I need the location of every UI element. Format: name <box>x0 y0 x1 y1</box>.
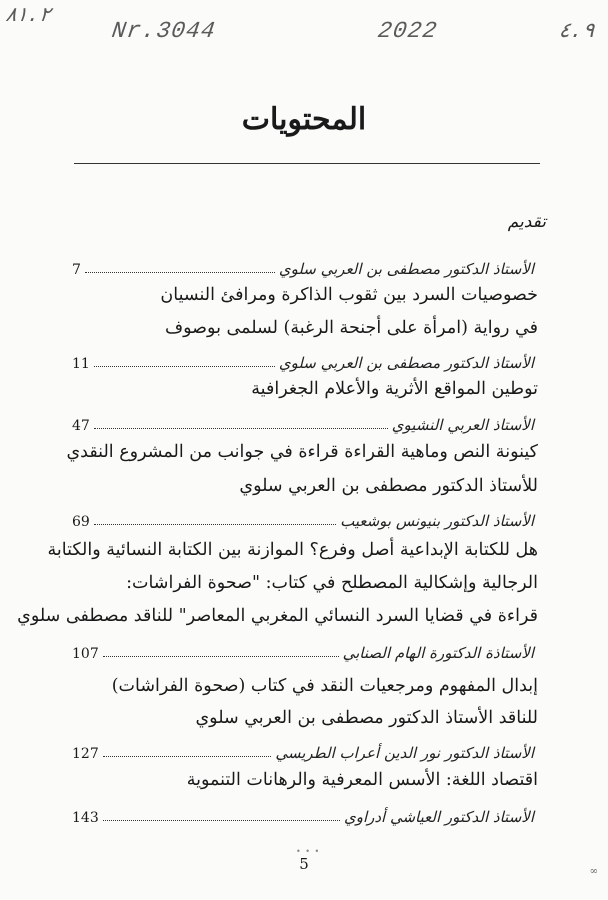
dot-leader <box>103 756 272 757</box>
toc-page-number: 107 <box>72 646 99 662</box>
toc-author-row[interactable] <box>72 350 534 372</box>
dot-leader <box>94 524 336 525</box>
dot-leader <box>103 656 339 657</box>
page-number: 5 <box>299 855 309 873</box>
dot-leader <box>94 428 388 429</box>
handwritten-year: 2022 <box>376 18 440 44</box>
toc-author-row[interactable] <box>72 740 534 762</box>
footer-ornament: • • • <box>296 847 321 856</box>
toc-author: الأستاذ الدكتور بنيونس بوشعيب <box>340 512 534 530</box>
toc-page-number: 11 <box>72 356 90 372</box>
toc-author: الأستاذ الدكتور مصطفى بن العربي سلوي <box>278 260 534 278</box>
title-divider <box>74 163 540 164</box>
dot-leader <box>85 272 275 273</box>
corner-mark: ∞ <box>589 866 598 877</box>
toc-title-line[interactable]: الرجالية وإشكالية المصطلح في كتاب: "صحوة الفراشات: <box>126 573 538 593</box>
preface-label: تقديم <box>507 212 546 232</box>
toc-title-line[interactable]: للأستاذ الدكتور مصطفى بن العربي سلوي <box>239 476 538 496</box>
dot-leader <box>103 820 340 821</box>
toc-author: الأستاذ الدكتور مصطفى بن العربي سلوي <box>278 354 534 372</box>
toc-title-line[interactable]: في رواية (امرأة على أجنحة الرغبة) لسلمى بوصوف <box>164 318 538 338</box>
handwritten-reference-number: Nr.3044 <box>110 18 218 44</box>
handwritten-note-left: ٨١.٢ <box>4 5 52 28</box>
toc-page-number: 143 <box>72 810 99 826</box>
toc-author: الأستاذ الدكتور نور الدين أعراب الطريسي <box>275 744 534 762</box>
page-title: المحتويات <box>241 102 367 137</box>
toc-page-number: 127 <box>72 746 99 762</box>
toc-author: الأستاذ العربي النشيوي <box>391 416 534 434</box>
toc-title-line[interactable]: قراءة في قضايا السرد النسائي المغربي المعاصر" للناقد مصطفى سلوي <box>17 606 538 626</box>
toc-title-line[interactable]: خصوصيات السرد بين ثقوب الذاكرة ومرافئ النسيان <box>160 285 538 305</box>
toc-title-line[interactable]: اقتصاد اللغة: الأسس المعرفية والرهانات التنموية <box>186 770 538 790</box>
toc-author: الأستاذة الدكتورة الهام الصنابي <box>342 644 534 662</box>
toc-author-row[interactable] <box>72 804 534 826</box>
toc-author-row[interactable] <box>72 412 534 434</box>
toc-title-line[interactable]: كينونة النص وماهية القراءة قراءة في جوانب من المشروع النقدي <box>66 442 538 462</box>
toc-author: الأستاذ الدكتور العياشي أدراوي <box>343 808 534 826</box>
toc-page-number: 7 <box>72 262 81 278</box>
toc-title-line[interactable]: هل للكتابة الإبداعية أصل وفرع؟ الموازنة بين الكتابة النسائية والكتابة <box>47 540 538 560</box>
toc-author-row[interactable] <box>72 508 534 530</box>
toc-page-number: 69 <box>72 514 90 530</box>
handwritten-note-right: ٤.٩ <box>557 21 596 44</box>
toc-title-line[interactable]: للناقد الأستاذ الدكتور مصطفى بن العربي سلوي <box>195 708 538 728</box>
dot-leader <box>94 366 275 367</box>
toc-author-row[interactable] <box>72 640 534 662</box>
toc-author-row[interactable] <box>72 256 534 278</box>
toc-title-line[interactable]: توطين المواقع الأثرية والأعلام الجغرافية <box>251 379 538 399</box>
toc-page-number: 47 <box>72 418 90 434</box>
toc-title-line[interactable]: إبدال المفهوم ومرجعيات النقد في كتاب (صحوة الفراشات) <box>111 676 538 696</box>
